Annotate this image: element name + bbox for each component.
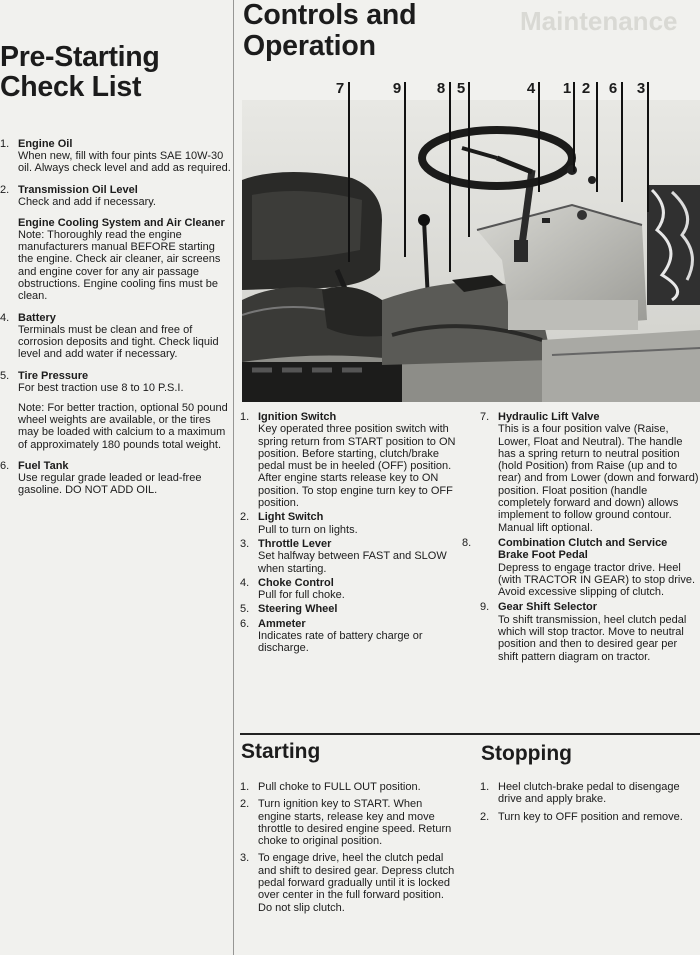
callout-line-6 [621,82,623,202]
callout-line-7 [348,82,350,262]
column-divider [233,0,234,955]
item-title: Throttle Lever [258,537,332,550]
component-ammeter [240,618,465,655]
item-number: 4. [240,576,250,589]
callout-1: 1 [562,80,572,97]
component-clutch-brake-pedal [462,536,700,599]
stopping-title: Stopping [481,742,572,765]
pre-starting-title-line2: Check List [0,71,142,103]
bleed-through-header: Maintenance [520,6,678,36]
item-body: For best traction use 8 to 10 P.S.I. [18,381,184,394]
item-body: Key operated three position switch with spring return from START position to ON position. Before starting, clutch/brake pedal must be in heeled (OFF) position. After engine starts release key to ON position. To stop engine turn key to OFF position. [258,423,456,510]
item-title: Light Switch [258,511,324,524]
item-title: Steering Wheel [258,603,338,616]
starting-step-2 [240,798,455,847]
item-body: Pull for full choke. [258,589,345,602]
item-body: Indicates rate of battery charge or discharge. [258,630,423,655]
starting-steps [240,781,455,919]
item-title: Ammeter [258,617,306,630]
starting-step-3 [240,852,455,913]
item-number: 5. [240,603,250,616]
stopping-steps [480,781,700,828]
callout-6: 6 [608,80,618,97]
checklist-item-tire-pressure [0,370,232,451]
callout-line-2 [596,82,598,192]
item-number: 5. [0,369,10,382]
step-text: To engage drive, heel the clutch pedal and shift to desired gear. Depress clutch pedal forward gradually until it is locked over center in the full forward position. Do not slip clutch. [258,852,455,914]
item-body: When new, fill with four pints SAE 10W-30 oil. Always check level and add as required. [18,150,231,175]
callout-9: 9 [392,80,402,97]
step-number: 1. [240,781,250,793]
stopping-step-2 [480,811,700,823]
item-title: Fuel Tank [18,460,69,473]
item-title: Choke Control [258,576,334,589]
item-body: This is a four position valve (Raise, Lower, Float and Neutral). The handle has a spring return to neutral position (hold Position) from Raise (up and to rear) and from Lower (down and forward) position. Float position (handle completely forward and down) allows implement to follow ground contour. Manual lift optional. [498,423,699,534]
component-light-switch [240,511,465,536]
callout-line-8 [449,82,451,272]
item-title: Ignition Switch [258,411,337,423]
item-body: Set halfway between FAST and SLOW when starting. [258,550,447,575]
checklist-item-cooling-system [0,217,232,303]
callout-line-4 [538,82,540,192]
step-text: Pull choke to FULL OUT position. [258,781,421,793]
item-number: 1. [0,138,10,150]
component-choke-control [240,577,465,602]
tractor-illustration [242,100,700,402]
controls-title [243,0,416,62]
step-number: 2. [240,798,250,811]
component-ignition-switch [240,411,465,509]
item-title: Engine Oil [18,138,73,150]
item-body: Pull to turn on lights. [258,523,358,536]
item-body: Use regular grade leaded or lead-free gasoline. DO NOT ADD OIL. [18,472,202,497]
callout-7: 7 [335,80,345,97]
components-list-right [462,411,700,665]
stopping-step-1 [480,781,700,806]
item-number: 8. [462,536,472,549]
item-body: Depress to engage tractor drive. Heel (with TRACTOR IN GEAR) to stop drive. Avoid excessive slipping of clutch. [498,561,696,599]
starting-step-1 [240,781,455,793]
section-divider [240,733,700,735]
component-steering-wheel [240,603,465,615]
item-body: To shift transmission, heel clutch pedal which will stop tractor. Move to neutral position and then to desired gear per shift pattern diagram on tractor. [498,613,687,663]
item-body: Note: Thoroughly read the engine manufacturers manual BEFORE starting the engine. Check air cleaner, air screens and engine cover for any air passage obstructions. Engine cooling fins must be clean. [18,228,221,303]
item-number: 1. [240,411,250,423]
pre-starting-title [0,42,230,102]
item-title: Transmission Oil Level [18,183,138,196]
starting-title: Starting [241,740,321,763]
step-text: Heel clutch-brake pedal to disengage drive and apply brake. [498,781,680,806]
pre-starting-title-line1: Pre-Starting [0,41,160,73]
item-number: 6. [0,460,10,473]
callout-line-1 [573,82,575,172]
item-number [0,217,18,229]
item-title: Tire Pressure [18,369,89,382]
tractor-controls-photo [242,100,700,402]
callout-8: 8 [436,80,446,97]
item-title: Gear Shift Selector [498,601,598,614]
item-number: 3. [240,537,250,550]
callout-line-5 [468,82,470,237]
components-list-left [240,411,465,657]
item-number: 6. [240,617,250,630]
item-title: Hydraulic Lift Valve [498,411,600,423]
component-gear-shift-selector [480,601,700,662]
pre-starting-checklist [0,138,232,506]
checklist-item-engine-oil [0,138,232,175]
item-title: Engine Cooling System and Air Cleaner [18,216,225,229]
step-text: Turn ignition key to START. When engine starts, release key and move throttle to desired engine speed. Return choke to original position. [258,798,452,848]
item-note: Note: For better traction, optional 50 pound wheel weights are available, or the tires may be loaded with calcium to a maximum of approximately 180 pounds total weight. [18,401,228,451]
step-number: 2. [480,810,490,823]
checklist-item-fuel-tank [0,460,232,497]
checklist-item-transmission-oil [0,184,232,208]
checklist-item-battery [0,312,232,361]
callout-line-9 [404,82,406,257]
item-number: 7. [480,411,490,423]
item-number: 2. [0,183,10,196]
item-number: 9. [480,601,490,614]
item-number: 4. [0,311,10,324]
step-text: Turn key to OFF position and remove. [498,810,683,823]
step-number: 1. [480,781,490,793]
component-hydraulic-lift-valve [480,411,700,534]
step-number: 3. [240,852,250,865]
callout-line-3 [647,82,649,212]
item-number: 2. [240,511,250,524]
item-title: Battery [18,311,56,324]
callout-2: 2 [581,80,591,97]
component-throttle-lever [240,538,465,575]
callout-5: 5 [456,80,466,97]
item-body: Check and add if necessary. [18,195,156,208]
controls-title-line1: Controls and [243,0,417,31]
item-body: Terminals must be clean and free of corrosion deposits and tight. Check liquid level and add water if necessary. [18,323,219,361]
controls-title-line2: Operation [243,30,376,62]
item-title: Combination Clutch and Service Brake Foot Pedal [498,536,668,562]
callout-3: 3 [636,80,646,97]
callout-4: 4 [526,80,536,97]
